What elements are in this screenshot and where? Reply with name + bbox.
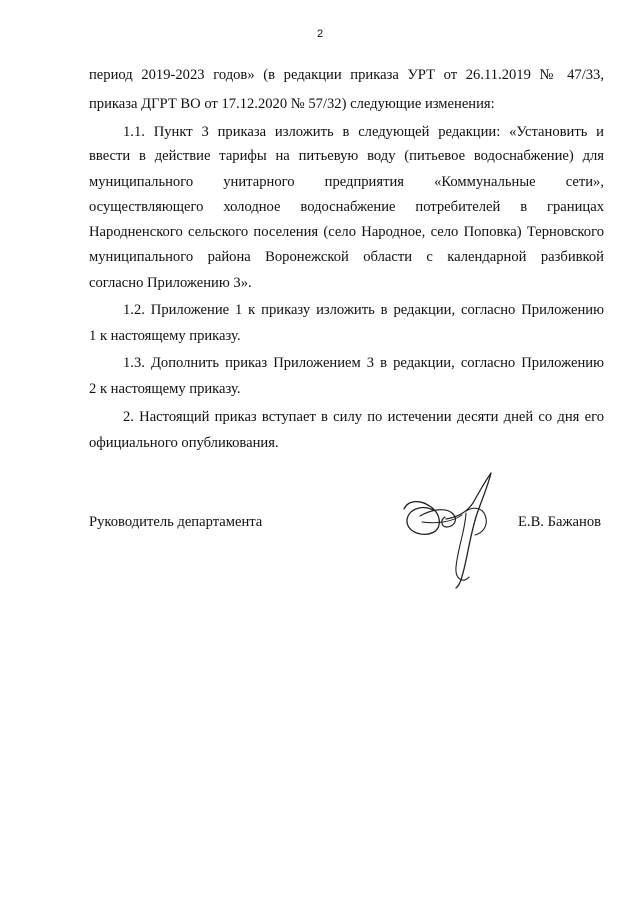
text-line-5: муниципального унитарного предприятия «Коммунальные сети», bbox=[89, 174, 604, 190]
text-line-13: 2 к настоящему приказу. bbox=[89, 381, 241, 397]
text-line-7: Народненского сельского поселения (село Народное, село Поповка) Терновского bbox=[89, 224, 604, 240]
text-line-15: официального опубликования. bbox=[89, 435, 279, 451]
text-line-6: осуществляющего холодное водоснабжение потребителей в границах bbox=[89, 199, 604, 215]
page-number: 2 bbox=[316, 28, 324, 40]
signatory-position: Руководитель департамента bbox=[89, 514, 263, 530]
text-line-12: 1.3. Дополнить приказ Приложением 3 в редакции, согласно Приложению bbox=[123, 355, 604, 371]
text-line-4: ввести в действие тарифы на питьевую воду (питьевое водоснабжение) для bbox=[89, 148, 604, 164]
text-line-2: приказа ДГРТ ВО от 17.12.2020 № 57/32) следующие изменения: bbox=[89, 96, 495, 112]
text-line-1: период 2019-2023 годов» (в редакции приказа УРТ от 26.11.2019 № 47/33, bbox=[89, 67, 604, 83]
text-line-8: муниципального района Воронежской области с календарной разбивкой bbox=[89, 249, 604, 265]
handwritten-signature bbox=[396, 465, 506, 590]
signatory-name: Е.В. Бажанов bbox=[518, 514, 602, 530]
text-line-14: 2. Настоящий приказ вступает в силу по истечении десяти дней со дня его bbox=[123, 409, 604, 425]
text-line-10: 1.2. Приложение 1 к приказу изложить в редакции, согласно Приложению bbox=[123, 302, 604, 318]
text-line-11: 1 к настоящему приказу. bbox=[89, 328, 241, 344]
text-line-3: 1.1. Пункт 3 приказа изложить в следующей редакции: «Установить и bbox=[123, 124, 604, 140]
text-line-9: согласно Приложению 3». bbox=[89, 275, 252, 291]
